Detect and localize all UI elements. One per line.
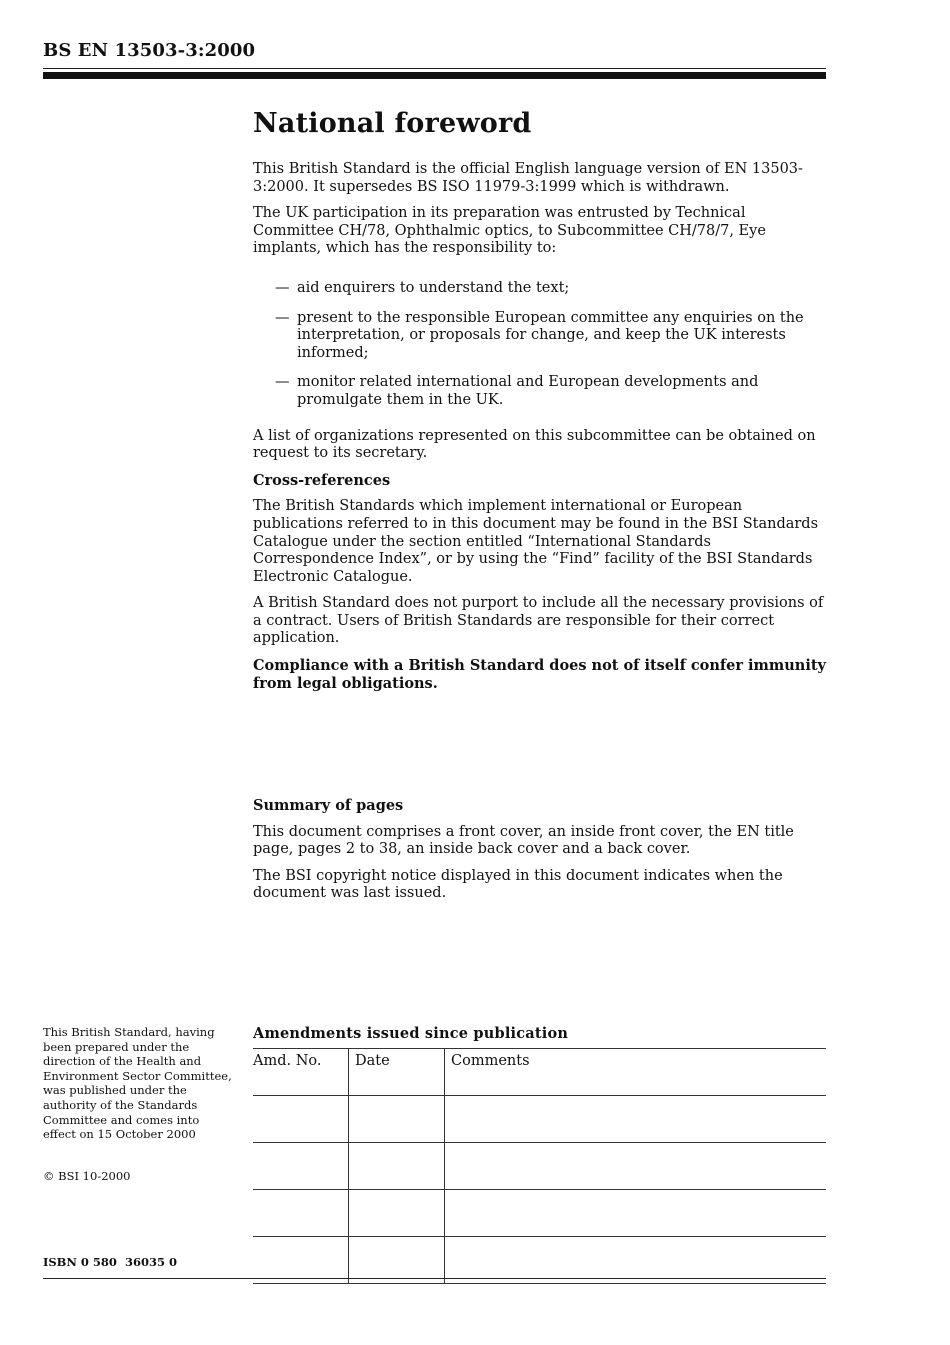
table-row bbox=[253, 1237, 826, 1284]
table-cell bbox=[253, 1237, 349, 1284]
header-rule-thick bbox=[43, 72, 826, 79]
page-title: National foreword bbox=[253, 108, 532, 139]
copyright-line: © BSI 10-2000 bbox=[43, 1169, 131, 1183]
publication-note: This British Standard, having been prepared under the direction of the Health and Environment Sector Committee, was published under the authority of the Standards Committee and comes into effect on 15 October 2000 bbox=[43, 1025, 232, 1142]
table-cell bbox=[349, 1096, 445, 1143]
amendments-table bbox=[253, 1048, 826, 1284]
provisions-paragraph: A British Standard does not purport to include all the necessary provisions of a contract. Users of British Standards are responsible for their correct application. bbox=[253, 595, 824, 647]
header-rule-thin bbox=[43, 68, 826, 69]
column-header-comments: Comments bbox=[445, 1049, 827, 1096]
table-row bbox=[253, 1190, 826, 1237]
summary-of-pages bbox=[253, 797, 829, 912]
dash-marker: — bbox=[275, 309, 290, 326]
list-item: — present to the responsible European committee any enquiries on the interpretation, or proposals for change, and keep the UK interests informed; bbox=[275, 309, 804, 361]
list-item: — monitor related international and European developments and promulgate them in the UK. bbox=[275, 374, 759, 408]
column-header-amd-no: Amd. No. bbox=[253, 1049, 349, 1096]
table-cell bbox=[445, 1190, 827, 1237]
dash-marker: — bbox=[275, 374, 290, 391]
table-cell bbox=[253, 1143, 349, 1190]
responsibility-list bbox=[253, 280, 829, 410]
table-cell bbox=[253, 1096, 349, 1143]
summary-heading: Summary of pages bbox=[253, 797, 404, 814]
table-row bbox=[253, 1096, 826, 1143]
national-foreword bbox=[253, 108, 829, 701]
supersedes-paragraph: This British Standard is the official English language version of EN 13503-3:2000. It supersedes BS ISO 11979-3:1999 which is withdrawn. bbox=[253, 161, 803, 195]
table-cell bbox=[349, 1143, 445, 1190]
copyright-notice-paragraph: The BSI copyright notice displayed in this document indicates when the document was last issued. bbox=[253, 867, 783, 902]
cross-references-heading: Cross-references bbox=[253, 471, 391, 489]
table-cell bbox=[253, 1190, 349, 1237]
compliance-statement: Compliance with a British Standard does not of itself confer immunity from legal obligations. bbox=[253, 657, 826, 692]
committee-paragraph: The UK participation in its preparation was entrusted by Technical Committee CH/78, Ophthalmic optics, to Subcommittee CH/78/7, Eye implants, which has the responsibility to: bbox=[253, 205, 766, 257]
list-item: — aid enquirers to understand the text; bbox=[275, 279, 570, 296]
footer-rule bbox=[43, 1278, 826, 1279]
table-cell bbox=[445, 1237, 827, 1284]
table-header-row bbox=[253, 1049, 826, 1096]
table-cell bbox=[445, 1096, 827, 1143]
table-cell bbox=[349, 1237, 445, 1284]
organizations-paragraph: A list of organizations represented on this subcommittee can be obtained on request to its secretary. bbox=[253, 427, 816, 462]
table-cell bbox=[349, 1190, 445, 1237]
summary-paragraph: This document comprises a front cover, an inside front cover, the EN title page, pages 2 to 38, an inside back cover and a back cover. bbox=[253, 823, 794, 858]
dash-marker: — bbox=[275, 279, 290, 296]
column-header-date: Date bbox=[349, 1049, 445, 1096]
document-id: BS EN 13503-3:2000 bbox=[43, 40, 256, 61]
cross-references-paragraph: The British Standards which implement international or European publications referred to in this document may be found in the BSI Standards Catalogue under the section entitled “International Standards Correspondence Index”, or by using the “Find” facility of the BSI Standards Electronic Catalogue. bbox=[253, 498, 819, 585]
isbn: ISBN 0 580 36035 0 bbox=[43, 1255, 177, 1269]
table-cell bbox=[445, 1143, 827, 1190]
table-row bbox=[253, 1143, 826, 1190]
amendments-title: Amendments issued since publication bbox=[253, 1025, 569, 1042]
